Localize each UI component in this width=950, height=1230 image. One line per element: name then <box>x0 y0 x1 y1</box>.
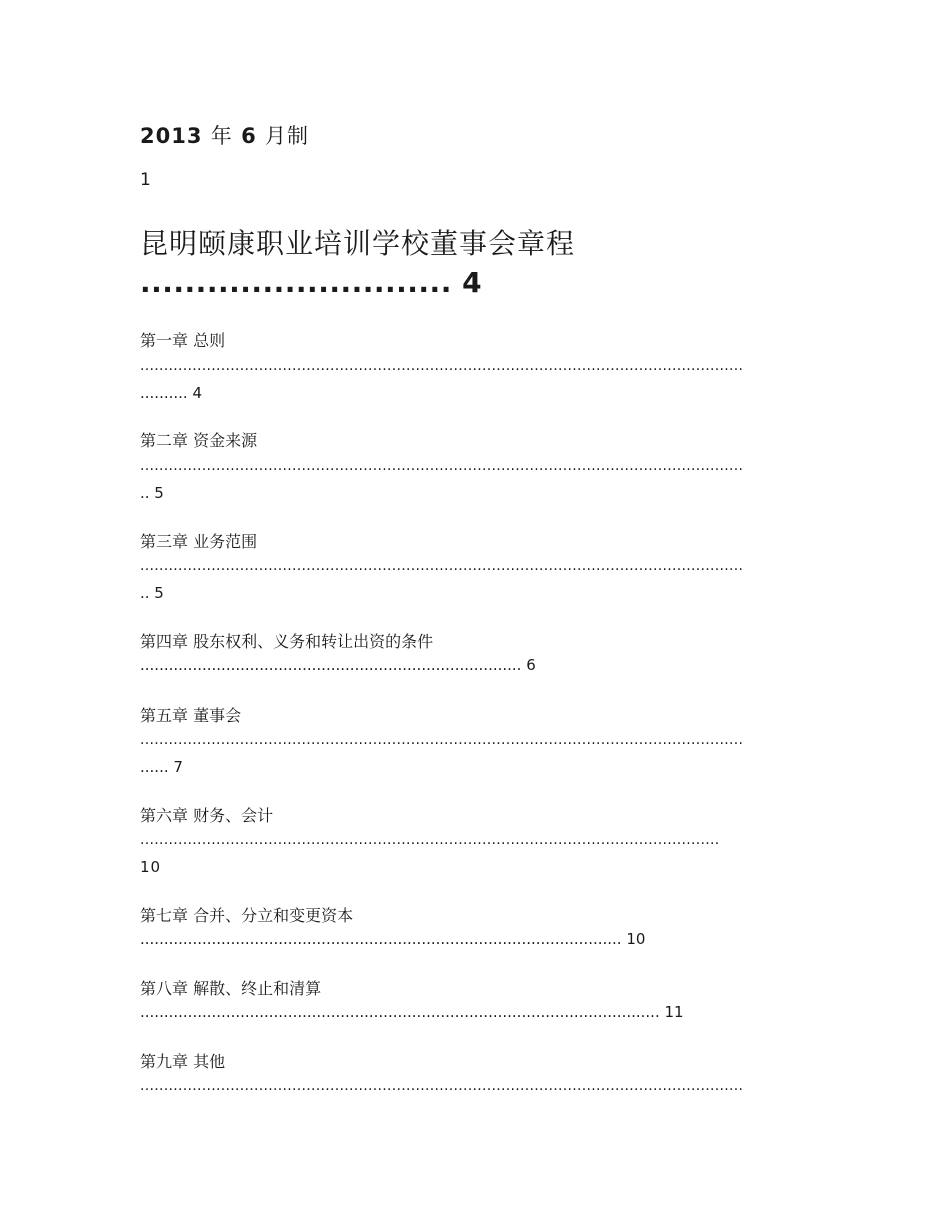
toc-chapter-6-title[interactable]: 第六章 财务、会计 <box>140 806 274 825</box>
date-year-char: 年 <box>210 124 233 148</box>
toc-chapter-8-title[interactable]: 第八章 解散、终止和清算 <box>140 979 322 998</box>
toc-chapter-3-title[interactable]: 第三章 业务范围 <box>140 532 258 551</box>
page-number: 1 <box>140 170 151 190</box>
toc-chapter-1-title[interactable]: 第一章 总则 <box>140 331 226 350</box>
toc-chapter-4-leader-page[interactable]: ................................................................................ 6 <box>140 656 536 674</box>
toc-chapter-2-leader: ............................................................................................................................... <box>140 458 744 474</box>
toc-chapter-7-leader-page[interactable]: ..................................................................................................... 10 <box>140 930 646 948</box>
toc-chapter-2-page[interactable]: .. 5 <box>140 484 164 502</box>
toc-chapter-5-page[interactable]: ...... 7 <box>140 758 183 776</box>
toc-chapter-2-title[interactable]: 第二章 资金来源 <box>140 431 258 450</box>
toc-chapter-6-leader: .......................................................................................................................... <box>140 832 720 848</box>
toc-chapter-1-leader: ............................................................................................................................... <box>140 358 744 374</box>
date-month-char: 月制 <box>265 124 310 148</box>
toc-chapter-3-leader: ............................................................................................................................... <box>140 558 744 574</box>
toc-chapter-8-leader-page[interactable]: ............................................................................................................. 11 <box>140 1003 684 1021</box>
toc-chapter-5-leader: ............................................................................................................................... <box>140 732 744 748</box>
toc-chapter-6-page[interactable]: 10 <box>140 858 162 876</box>
date-year: 2013 <box>140 124 203 148</box>
toc-chapter-1-page[interactable]: .......... 4 <box>140 384 202 402</box>
toc-chapter-4-title[interactable]: 第四章 股东权利、义务和转让出资的条件 <box>140 632 434 651</box>
date-month: 6 <box>241 124 257 148</box>
toc-chapter-3-page[interactable]: .. 5 <box>140 584 164 602</box>
document-title: 昆明颐康职业培训学校董事会章程 <box>140 227 576 260</box>
toc-chapter-9-leader: ............................................................................................................................... <box>140 1078 744 1094</box>
toc-chapter-5-title[interactable]: 第五章 董事会 <box>140 706 242 725</box>
toc-chapter-7-title[interactable]: 第七章 合并、分立和变更资本 <box>140 906 354 925</box>
date-line <box>140 120 309 150</box>
toc-chapter-9-title[interactable]: 第九章 其他 <box>140 1052 226 1071</box>
document-title-leader: ............................ 4 <box>140 266 483 299</box>
